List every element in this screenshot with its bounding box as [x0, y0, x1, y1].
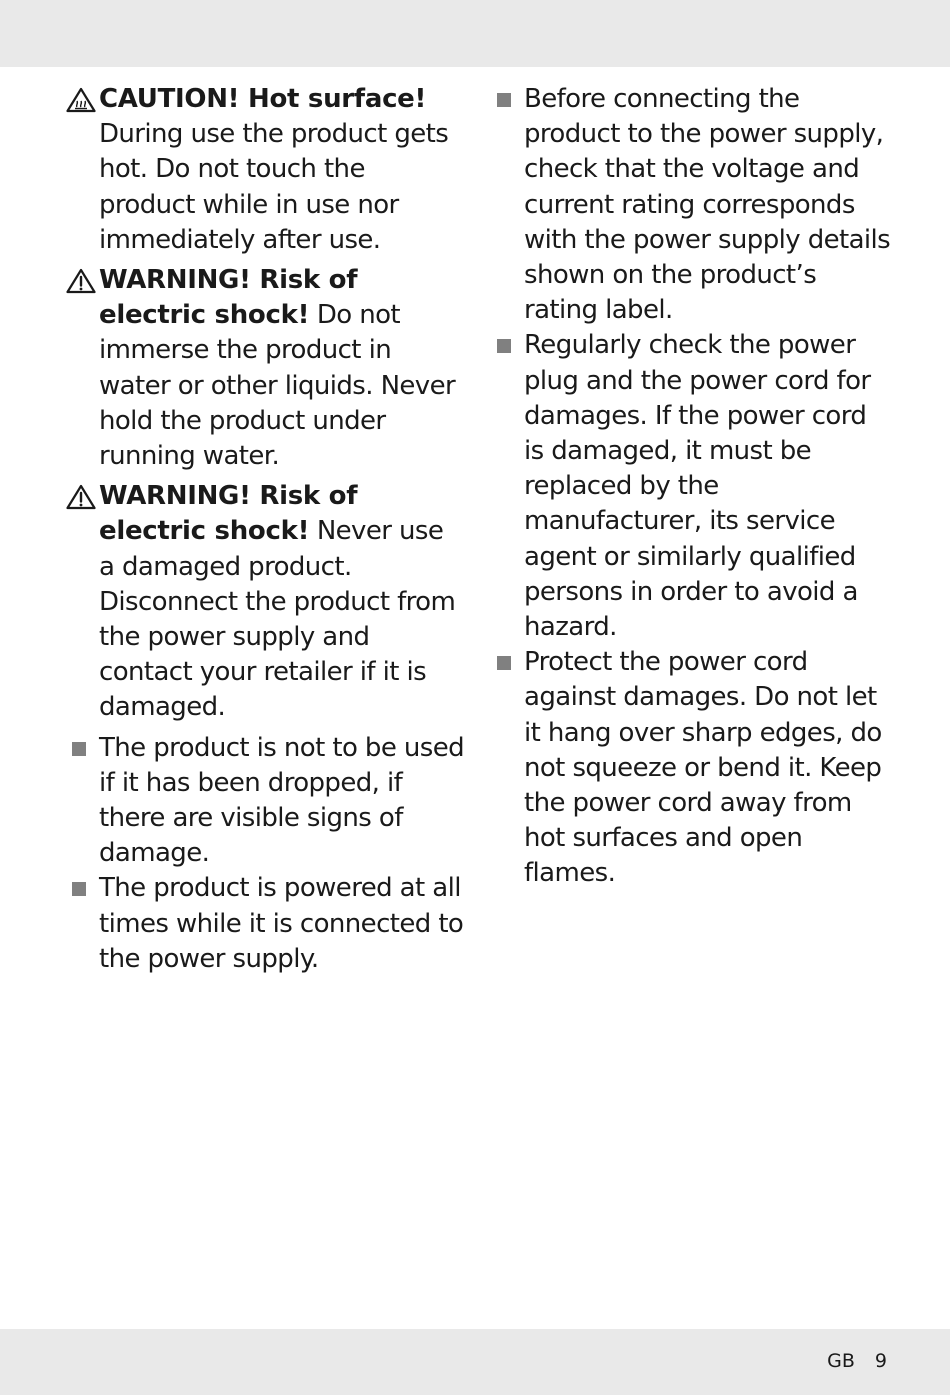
- left-column: [66, 82, 466, 977]
- language-code: GB: [827, 1350, 855, 1372]
- page-number: 9: [874, 1350, 887, 1372]
- bullet-item: [491, 328, 891, 645]
- caution-hot-surface-item: [66, 82, 466, 258]
- warning-triangle-icon: [66, 484, 96, 510]
- warning-lead: WARNING! Risk of electric shock!: [99, 265, 358, 331]
- square-bullet-icon: [497, 93, 511, 107]
- caution-text: During use the product gets hot. Do not touch the product while in use nor immediately after use.: [99, 119, 449, 255]
- footer-band: [0, 1329, 950, 1395]
- bullet-item: [66, 871, 466, 977]
- bullet-item: [66, 731, 466, 872]
- bullet-text: The product is not to be used if it has been dropped, if there are visible signs of damage.: [99, 732, 465, 869]
- warning-triangle-icon: [66, 268, 96, 294]
- bullet-text: Protect the power cord against damages. Do not let it hang over sharp edges, do not squeeze or bend it. Keep the power cord away from hot surfaces and open flames.: [524, 647, 882, 889]
- square-bullet-icon: [72, 882, 86, 896]
- hot-surface-warning-icon: [66, 87, 96, 113]
- bullet-text: Before connecting the product to the power supply, check that the voltage and current rating corresponds with the power supply details shown on the product’s rating label.: [524, 84, 891, 326]
- square-bullet-icon: [497, 339, 511, 353]
- warning-lead: WARNING! Risk of electric shock!: [99, 481, 358, 547]
- header-band: [0, 0, 950, 67]
- bullet-item: [491, 645, 891, 891]
- bullet-item: [491, 82, 891, 328]
- warning-text: Never use a damaged product. Disconnect the product from the power supply and contact your retailer if it is damaged.: [99, 516, 456, 723]
- page-footer: [827, 1350, 887, 1372]
- right-column: [491, 82, 891, 892]
- warning-shock-damaged-item: [66, 479, 466, 725]
- warning-shock-water-item: [66, 263, 466, 474]
- bullet-text: Regularly check the power plug and the power cord for damages. If the power cord is damaged, it must be replaced by the manufacturer, its service agent or similarly qualified persons in order to avoid a hazard.: [524, 330, 871, 643]
- warning-text: Do not immerse the product in water or other liquids. Never hold the product under running water.: [99, 300, 456, 472]
- square-bullet-icon: [72, 742, 86, 756]
- bullet-text: The product is powered at all times while it is connected to the power supply.: [99, 873, 464, 974]
- square-bullet-icon: [497, 656, 511, 670]
- caution-lead: CAUTION! Hot surface!: [99, 84, 427, 114]
